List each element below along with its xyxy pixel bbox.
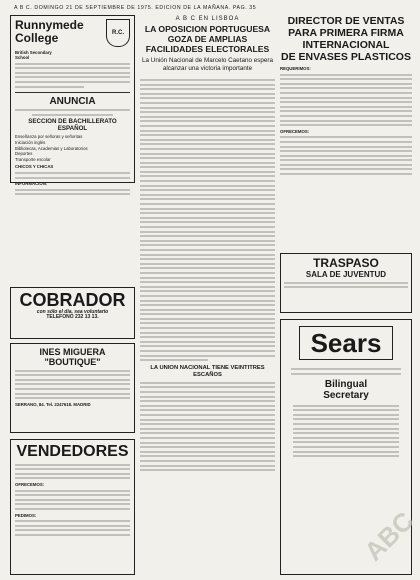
traspaso-title: TRASPASO xyxy=(313,256,379,270)
anuncia-item: Iniciación inglés xyxy=(15,139,46,145)
info-label: INFORMACION: xyxy=(15,181,48,187)
vendedores-ad xyxy=(10,439,135,575)
ines-name: INES MIGUERA xyxy=(39,347,106,357)
abc-watermark: ABC xyxy=(357,505,420,567)
column-right xyxy=(280,15,420,575)
school-name-2: College xyxy=(15,31,59,45)
school-name-1: Runnymede xyxy=(15,18,84,32)
anuncia-item: Deportes xyxy=(15,151,33,157)
ines-tag: "BOUTIQUE" xyxy=(44,357,101,367)
article-subhead: LA UNION NACIONAL TIENE VEINTITRES ESCAÑOS xyxy=(150,365,265,379)
cobrador-title: COBRADOR xyxy=(19,290,126,310)
director-line4: DE ENVASES PLASTICOS xyxy=(281,51,411,63)
anuncia-note: CHICOS Y CHICAS xyxy=(15,164,54,170)
ines-ad xyxy=(10,343,135,433)
secretary-line2: Secretary xyxy=(323,389,369,401)
page-header: A B C. DOMINGO 21 DE SEPTIEMBRE DE 1975. EDICION DE LA MAÑANA. PAG. 35 xyxy=(14,5,257,11)
vendedores-ofrecemos: OFRECEMOS: xyxy=(15,481,45,487)
column-left xyxy=(10,15,135,575)
director-ofrecemos: OFRECEMOS: xyxy=(280,128,310,134)
bachillerato-title: SECCION DE BACHILLERATO ESPAÑOL xyxy=(28,118,117,133)
school-sub-1: British Secondary xyxy=(15,50,52,55)
anuncia-item: Bibliotecas, Academias y Laboratorios xyxy=(15,145,88,151)
director-line1: DIRECTOR DE VENTAS xyxy=(287,15,405,27)
secretary-line1: Bilingual xyxy=(324,378,368,390)
school-ad xyxy=(10,15,135,187)
sears-logo: Sears xyxy=(299,326,393,360)
director-ad xyxy=(280,15,412,245)
director-requerimos: REQUERIMOS: xyxy=(280,66,311,71)
traspaso-sub: SALA DE JUVENTUD xyxy=(305,270,387,279)
anuncia-title: ANUNCIA xyxy=(49,95,96,107)
school-sub-2: School xyxy=(15,55,30,60)
cobrador-line2: TELEFONO 232 13 13. xyxy=(46,314,99,320)
ines-address: SERRANO, 84. Tel. 2247618. MADRID xyxy=(15,401,91,407)
vendedores-title: VENDEDORES xyxy=(16,443,129,460)
anuncia-item: Enseñanza por señoras y señoritas xyxy=(15,134,83,140)
anuncia-item: Transporte escolar xyxy=(15,156,51,162)
vendedores-pedimos: PEDIMOS: xyxy=(15,512,37,518)
article-body-2 xyxy=(140,382,275,471)
director-line3: INTERNACIONAL xyxy=(302,39,390,51)
article-deck: La Unión Nacional de Marcelo Caetano espera alcanzar una victoria importante xyxy=(142,57,273,72)
sears-ad xyxy=(280,319,420,575)
article-body-1 xyxy=(140,79,275,361)
school-body-text xyxy=(15,63,130,88)
director-line2: PARA PRIMERA FIRMA xyxy=(288,27,404,39)
cobrador-ad xyxy=(10,287,135,339)
article-kicker: A B C EN LISBOA xyxy=(175,16,240,22)
cobrador-line1: con sólo el día, sea voluntario xyxy=(36,309,109,315)
article-headline: LA OPOSICION PORTUGUESA GOZA DE AMPLIAS FACILIDADES ELECTORALES xyxy=(144,24,271,54)
traspaso-ad xyxy=(280,253,412,313)
column-middle xyxy=(140,15,275,575)
school-emblem: R.C. xyxy=(106,19,130,47)
